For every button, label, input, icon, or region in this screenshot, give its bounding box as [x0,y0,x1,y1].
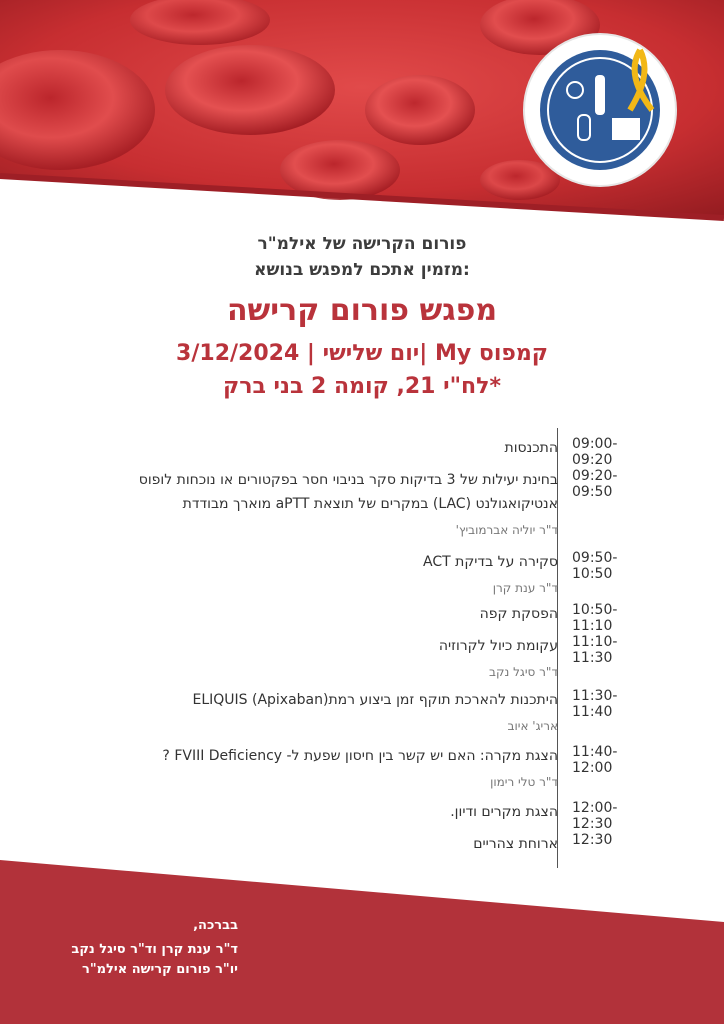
agenda-title: היתכנות להארכת תוקף זמן ביצוע רמתELIQUIS (Apixaban) [192,692,558,708]
event-date-line: 3/12/2024 | יום שלישי| My קמפוס [176,341,548,366]
agenda-speaker: ד"ר טלי רימון [490,775,558,789]
agenda-topic [118,744,558,794]
agenda-speaker: ד"ר ענת קרן [492,581,558,595]
agenda-title: בחינת יעילות של 3 בדיקות סקר בניבוי חסר בפקטורים או נוכחות לופוס אנטיקואגולנט (LAC) במקרים של תוצאת aPTT מוארך מבודדת [138,472,558,512]
agenda-topic [118,634,558,684]
agenda-time: 09:50-10:50 [572,550,618,582]
agenda-title: סקירה על בדיקת ACT [423,554,558,570]
agenda-topic [118,602,558,626]
agenda-speaker: ד"ר סיגל נקב [489,665,558,679]
agenda-title: הצגת מקרים ודיון. [450,804,558,820]
agenda-speaker: אריג' איוב [507,719,558,733]
agenda-title: ארוחת צהריים [473,836,558,852]
agenda-speaker: ד"ר יוליה אברמוביץ' [455,523,558,537]
event-title: מפגש פורום קרישה [226,293,498,328]
agenda-topic [118,550,558,600]
agenda-title: התכנסות [504,440,558,456]
signature-greeting: בברכה, [193,918,238,933]
forum-name-line: פורום הקרישה של אילמ"ר [257,234,467,254]
agenda-title: עקומת כיול לקרוזיה [438,638,558,654]
signature-names: ד"ר ענת קרן וד"ר סיגל נקב [71,942,238,957]
agenda-time: 12:30 [572,832,613,848]
agenda-time: 10:50-11:10 [572,602,618,634]
agenda-title: הפסקת קפה [479,606,558,622]
invitation-line: מזמין אתכם למפגש בנושא: [254,260,470,280]
agenda-time: 11:40-12:00 [572,744,618,776]
agenda-time: 11:10-11:30 [572,634,618,666]
signature-role: יו"ר פורום קרישה אילמ"ר [82,962,238,977]
agenda-topic [118,688,558,738]
agenda-time: 11:30-11:40 [572,688,618,720]
agenda-topic [118,468,558,542]
agenda-time: 09:20-09:50 [572,468,618,500]
agenda-topic [118,436,558,460]
agenda-time: 09:00-09:20 [572,436,618,468]
agenda-topic [118,800,558,824]
agenda-time: 12:00-12:30 [572,800,618,832]
event-location-line: לח"י 21, קומה 2 בני ברק* [223,374,501,399]
footer-band [0,850,724,1024]
iscls-logo [520,30,680,190]
agenda-title: הצגת מקרה: האם יש קשר בין חיסון שפעת ל- FVIII Deficiency ? [162,748,558,764]
